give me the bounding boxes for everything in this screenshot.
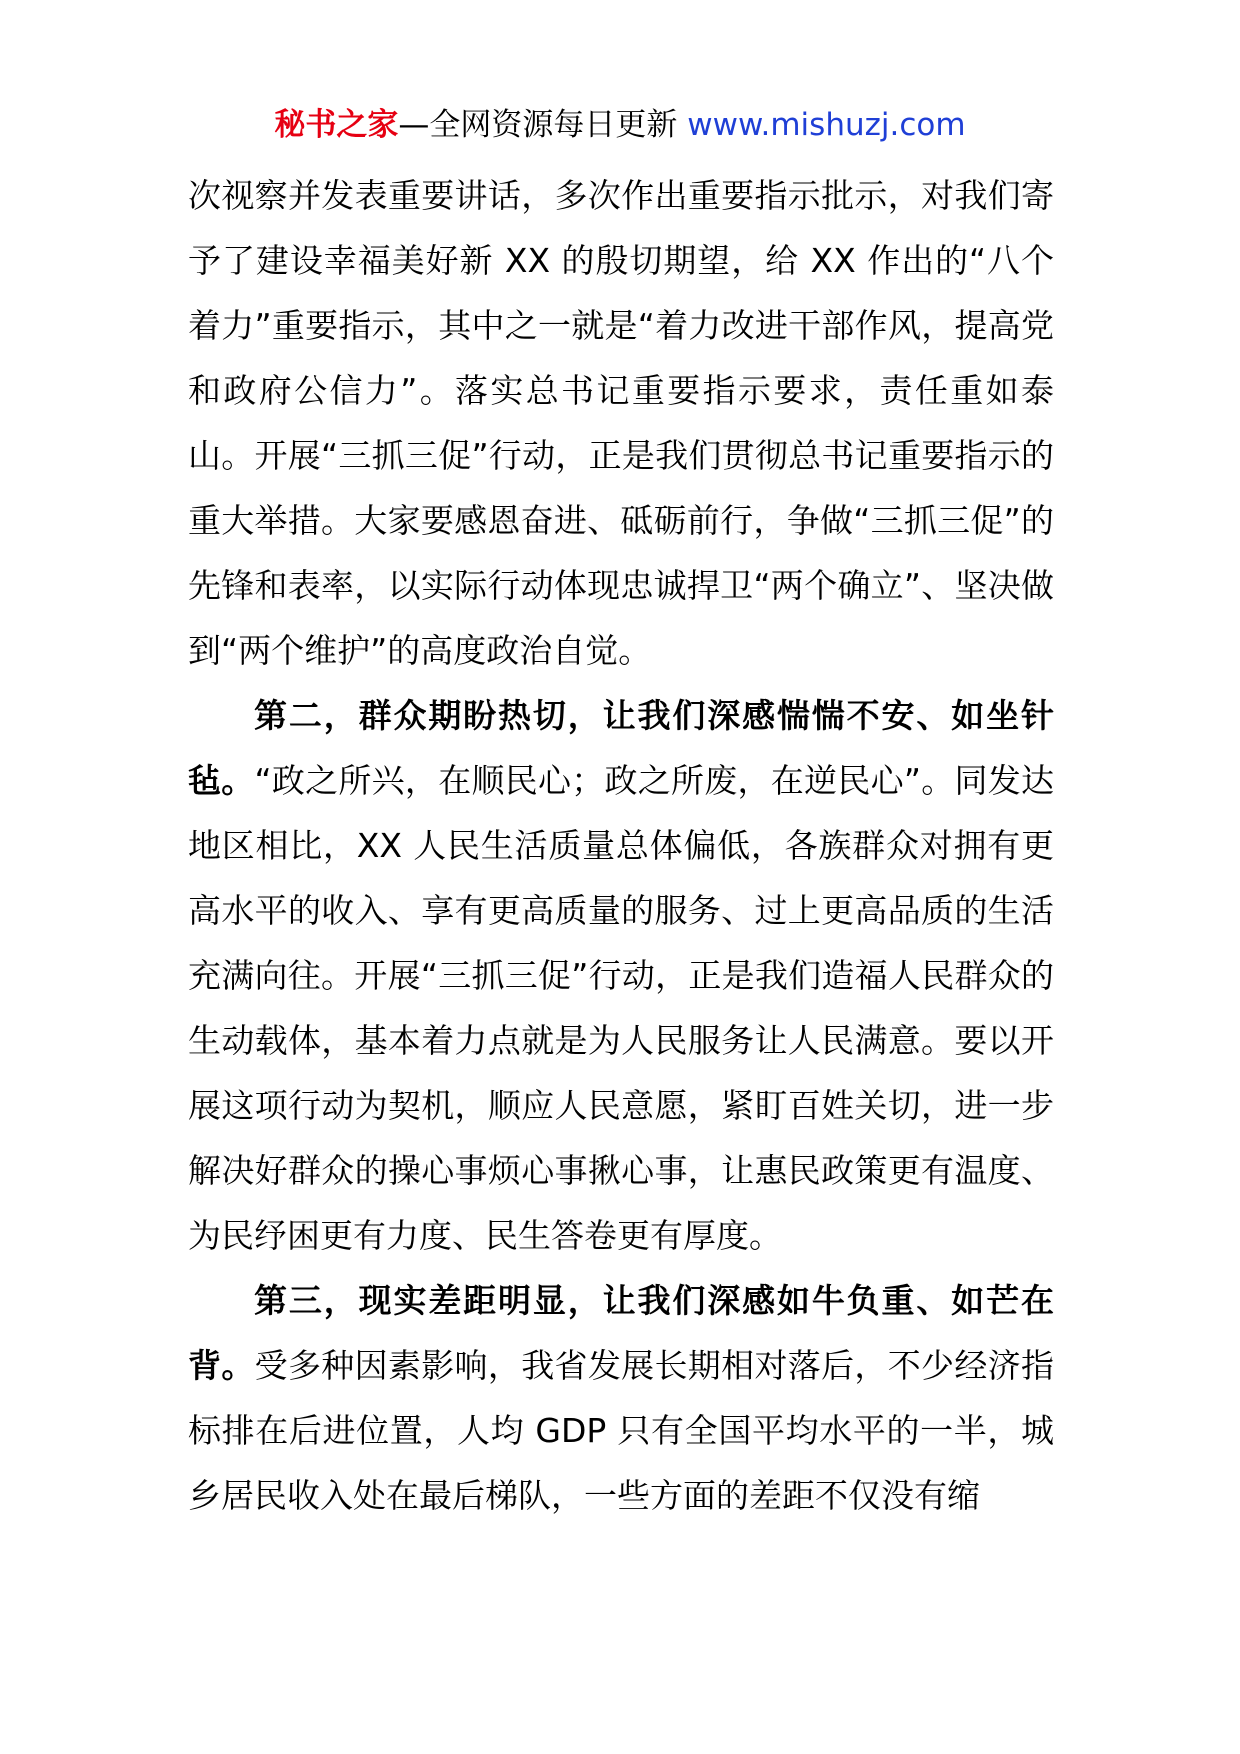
brand-name: 秘书之家	[274, 107, 399, 143]
paragraph-text: 次视察并发表重要讲话，多次作出重要指示批示，对我们寄予了建设幸福美好新 XX 的殷切期望，给 XX 作出的“八个着力”重要指示，其中之一就是“着力改进干部作风，提高党和政府公信力”。落实总书记重要指示要求，责任重如泰山。开展“三抓三促”行动，正是我们贯彻总书记重要指示的重大举措。大家要感恩奋进、砥砺前行，争做“三抓三促”的先锋和表率，以实际行动体现忠诚捍卫“两个确立”、坚决做到“两个维护”的高度政治自觉。	[188, 176, 1054, 670]
page-header	[0, 100, 1240, 150]
paragraph-text: “政之所兴，在顺民心；政之所废，在逆民心”。同发达地区相比，XX 人民生活质量总体偏低，各族群众对拥有更高水平的收入、享有更高质量的服务、过上更高品质的生活充满向往。开展“三抓三促”行动，正是我们造福人民群众的生动载体，基本着力点就是为人民服务让人民满意。要以开展这项行动为契机，顺应人民意愿，紧盯百姓关切，进一步解决好群众的操心事烦心事揪心事，让惠民政策更有温度、为民纾困更有力度、民生答卷更有厚度。	[188, 761, 1054, 1255]
document-body	[188, 163, 1054, 1528]
paragraph-third-point	[188, 1268, 1054, 1528]
section-heading: 第三，现实差距明显，让我们深感如牛负重、如芒在背。	[188, 1281, 1054, 1385]
header-slogan: —全网资源每日更新	[398, 107, 688, 143]
paragraph-text: 受多种因素影响，我省发展长期相对落后，不少经济指标排在后进位置，人均 GDP 只有全国平均水平的一半，城乡居民收入处在最后梯队，一些方面的差距不仅没有缩	[188, 1346, 1055, 1515]
section-heading: 第二，群众期盼热切，让我们深感惴惴不安、如坐针毡。	[188, 696, 1054, 800]
paragraph-continued	[188, 163, 1054, 683]
paragraph-second-point	[188, 683, 1054, 1268]
website-url[interactable]: www.mishuzj.com	[687, 107, 966, 143]
